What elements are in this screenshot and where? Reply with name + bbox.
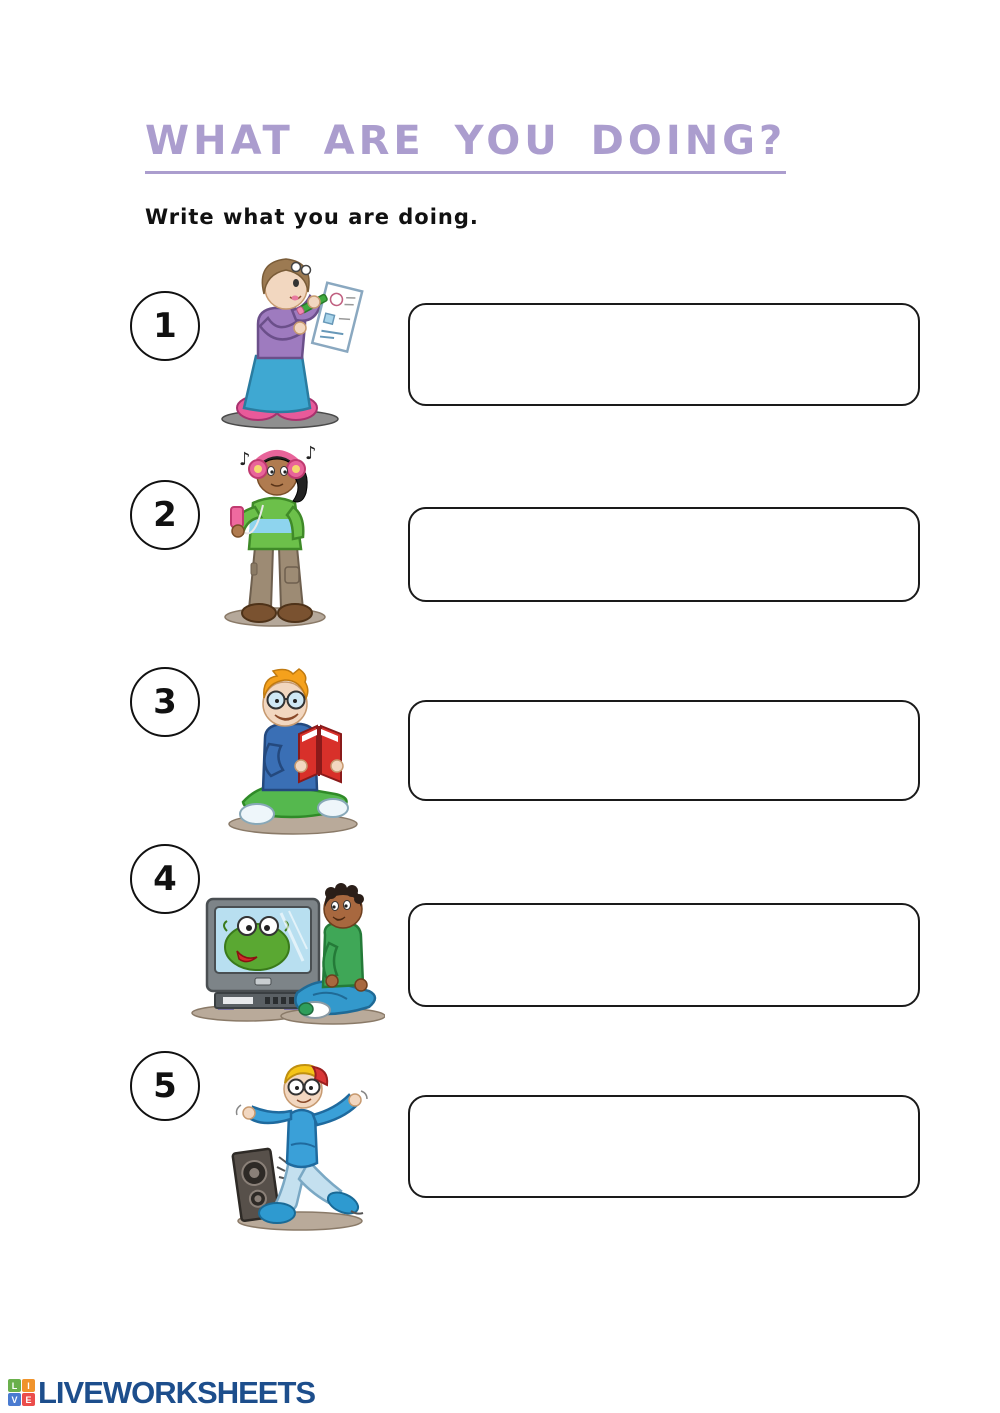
liveworksheets-logo[interactable] [8, 1377, 315, 1408]
woman-writing-illustration [198, 250, 370, 432]
item-number-badge [130, 667, 200, 737]
logo-square-i: I [22, 1379, 35, 1392]
answer-input-4[interactable] [408, 903, 920, 1007]
logo-text: LIVEWORKSHEETS [38, 1375, 316, 1410]
boy-reading-book-illustration [213, 666, 365, 842]
logo-square-l: L [8, 1379, 21, 1392]
answer-input-2[interactable] [408, 507, 920, 602]
item-number-badge [130, 1051, 200, 1121]
item-number-label: 2 [153, 495, 177, 535]
item-number-label: 4 [153, 859, 177, 899]
answer-input-5[interactable] [408, 1095, 920, 1198]
item-number-label: 1 [153, 306, 177, 346]
boy-watching-tv-illustration [185, 873, 385, 1025]
page-title: WHAT ARE YOU DOING? [145, 118, 786, 174]
svg-text:♪: ♪ [305, 443, 317, 464]
logo-square-v: V [8, 1393, 21, 1406]
answer-input-3[interactable] [408, 700, 920, 801]
item-number-label: 3 [153, 682, 177, 722]
item-number-badge [130, 291, 200, 361]
item-number-badge [130, 480, 200, 550]
item-number-label: 5 [153, 1066, 177, 1106]
logo-square-e: E [22, 1393, 35, 1406]
answer-input-1[interactable] [408, 303, 920, 406]
boy-dancing-illustration [205, 1053, 387, 1235]
instruction-text: Write what you are doing. [145, 205, 479, 229]
girl-listening-music-illustration [205, 443, 347, 631]
svg-text:♪: ♪ [239, 449, 251, 470]
liveworksheets-logo-icon [8, 1379, 35, 1406]
